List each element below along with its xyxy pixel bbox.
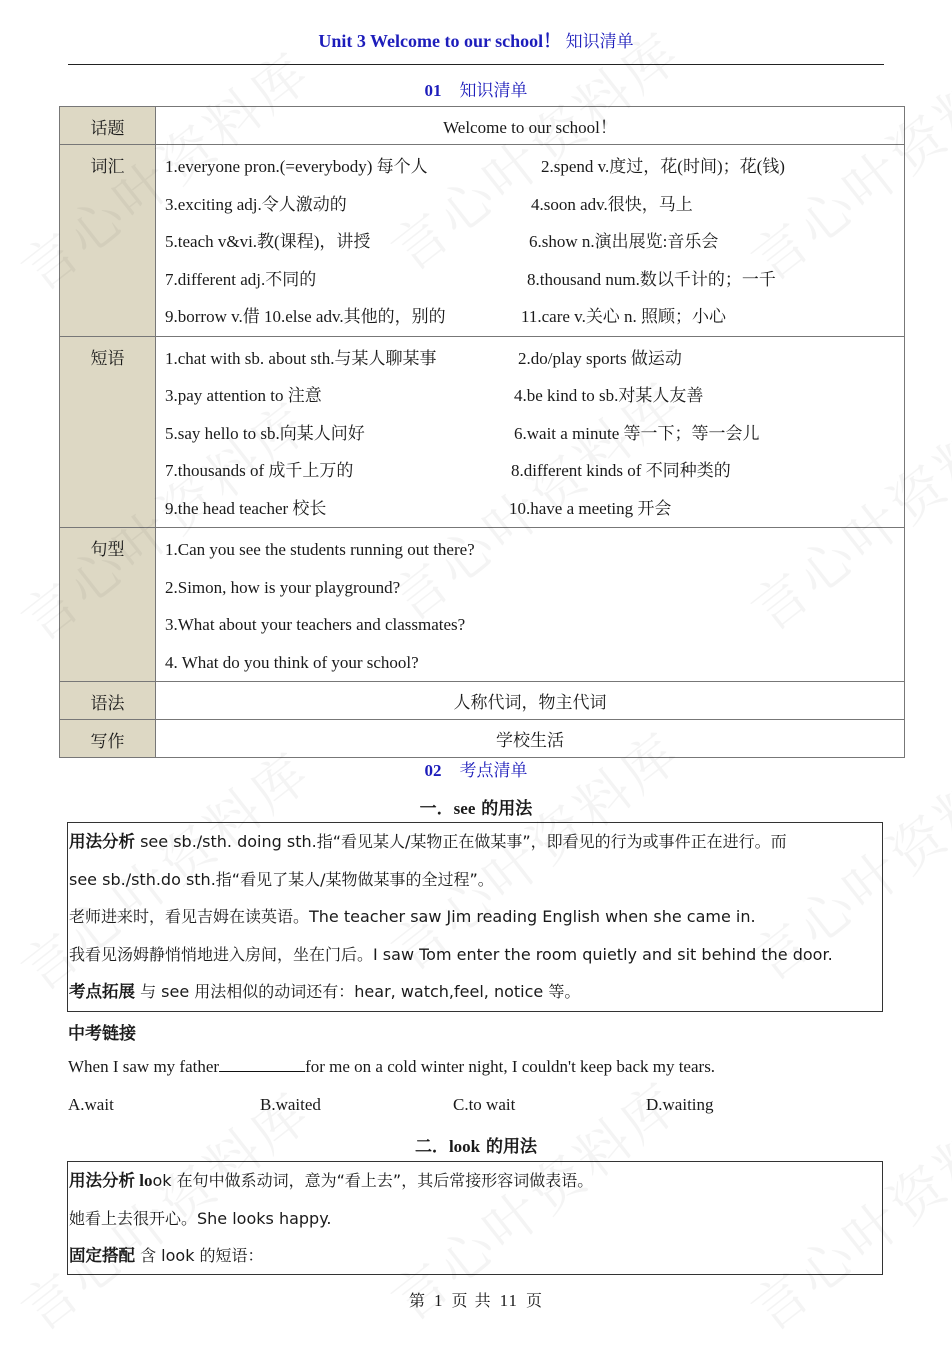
option-d: D.waiting	[646, 1095, 714, 1114]
vocab-item: 1.everyone pron.(=everybody) 每个人	[165, 157, 428, 176]
analysis-continuation: see sb./sth.do sth.指“看见了某人/某物做某事的全过程”。	[69, 869, 494, 889]
row-label: 词汇	[60, 145, 156, 337]
sentences-cell	[156, 528, 905, 682]
heading-word: see	[453, 799, 476, 818]
answer-blank	[219, 1057, 305, 1072]
total-pages: 11	[499, 1291, 518, 1310]
grammar-value: 人称代词，物主代词	[156, 682, 905, 720]
phrase-item: 7.thousands of 成千上万的	[165, 461, 354, 480]
document-title	[0, 27, 952, 53]
title-cn: 知识清单	[565, 32, 634, 52]
row-label: 语法	[60, 682, 156, 720]
phrase-item: 6.wait a minute 等一下；等一会儿	[514, 423, 760, 443]
option-a: A.wait	[68, 1095, 114, 1114]
vocab-item: 8.thousand num.数以千计的；一千	[527, 269, 776, 289]
sentence-item: 3.What about your teachers and classmates?	[165, 615, 466, 634]
row-label: 写作	[60, 720, 156, 758]
section-heading-knowledge	[0, 76, 952, 101]
phrase-line	[165, 452, 904, 490]
section-heading-exam-points	[0, 756, 952, 781]
section-number: 02	[424, 761, 442, 780]
analysis-line	[68, 1162, 882, 1200]
vocab-item: 6.show n.演出展览:音乐会	[529, 232, 719, 251]
table-row-grammar	[60, 682, 905, 720]
heading-prefix: 一．	[419, 799, 454, 819]
heading-word: look	[448, 1137, 481, 1156]
vocab-item: 11.care v.关心 n. 照顾；小心	[521, 307, 727, 326]
analysis-label: 用法分析	[69, 832, 135, 851]
table-row-writing	[60, 720, 905, 758]
example-sentence: 老师进来时，看见吉姆在读英语。The teacher saw Jim reading English when she came in.	[69, 907, 756, 926]
phrase-item: 8.different kinds of 不同种类的	[511, 461, 731, 480]
analysis-line	[68, 823, 882, 861]
vocab-line	[165, 261, 904, 299]
vocab-item: 4.soon adv.很快，马上	[531, 194, 693, 214]
heading-suffix: 的用法	[480, 1137, 538, 1157]
look-usage-heading	[0, 1132, 952, 1157]
title-en: Unit 3 Welcome to our school！	[318, 31, 562, 51]
table-row-phrases	[60, 336, 905, 528]
phrase-item: 1.chat with sb. about sth.与某人聊某事	[165, 348, 437, 368]
phrase-line	[165, 377, 904, 415]
title-divider	[68, 64, 884, 65]
phrase-item: 5.say hello to sb.向某人问好	[165, 423, 365, 443]
question-text: for me on a cold winter night, I couldn't keep back my tears.	[305, 1057, 716, 1076]
page-number: 1	[434, 1291, 444, 1310]
vocab-item: 7.different adj.不同的	[165, 269, 317, 289]
sentence-item: 4. What do you think of your school?	[165, 652, 419, 672]
phrase-item: 9.the head teacher 校长	[165, 498, 327, 518]
extension-line	[68, 973, 882, 1011]
vocab-item: 9.borrow v.借 10.else adv.其他的，别的	[165, 307, 446, 326]
section-label: 知识清单	[459, 81, 528, 101]
collocation-line	[68, 1237, 882, 1275]
writing-value: 学校生活	[156, 720, 905, 758]
page-footer	[0, 1288, 952, 1311]
heading-prefix: 二．	[414, 1137, 449, 1157]
topic-value: Welcome to our school！	[156, 107, 905, 145]
analysis-label: 用法分析	[69, 1171, 135, 1190]
phrases-cell	[156, 336, 905, 528]
phrase-item: 3.pay attention to 注意	[165, 386, 322, 405]
phrase-item: 10.have a meeting 开会	[509, 498, 672, 518]
example-sentence: 她看上去很开心。She looks happy.	[69, 1208, 332, 1228]
row-label: 话题	[60, 107, 156, 145]
see-usage-heading	[0, 794, 952, 819]
sentence-item: 1.Can you see the students running out there?	[165, 540, 475, 559]
option-c: C.to wait	[453, 1095, 516, 1114]
vocab-item: 5.teach v&vi.教(课程)，讲授	[165, 232, 371, 251]
see-usage-box	[67, 822, 883, 1012]
analysis-text: see sb./sth. doing sth.指“看见某人/某物正在做某事”，即看见的行为或事件正在进行。而	[135, 832, 787, 851]
exam-link-label: 中考链接	[68, 1024, 136, 1044]
analysis-text: ok 在句中做系动词，意为“看上去”，其后常接形容词做表语。	[152, 1171, 594, 1190]
section-number: 01	[424, 81, 442, 100]
option-b: B.waited	[260, 1095, 321, 1114]
row-label: 句型	[60, 528, 156, 682]
vocab-item: 3.exciting adj.令人激动的	[165, 194, 347, 214]
example-sentence: 我看见汤姆静悄悄地进入房间，坐在门后。I saw Tom enter the room quietly and sit behind the door.	[69, 944, 833, 964]
exam-question	[68, 1057, 715, 1077]
table-row-vocab	[60, 145, 905, 337]
footer-text: 页	[525, 1291, 543, 1310]
knowledge-table	[59, 106, 905, 758]
extension-text: 与 see 用法相似的动词还有：hear, watch,feel, notice 等。	[135, 982, 581, 1001]
footer-text: 第	[409, 1291, 427, 1310]
table-row-sentences	[60, 528, 905, 682]
extension-label: 考点拓展	[69, 982, 135, 1001]
vocab-cell	[156, 145, 905, 337]
phrase-line	[165, 490, 904, 528]
question-text: When I saw my father	[68, 1057, 220, 1076]
vocab-line	[165, 186, 904, 224]
vocab-line	[165, 148, 904, 186]
phrase-item: 4.be kind to sb.对某人友善	[514, 386, 704, 405]
row-label: 短语	[60, 336, 156, 528]
collocation-label: 固定搭配	[69, 1246, 135, 1265]
heading-suffix: 的用法	[475, 799, 533, 819]
phrase-line	[165, 340, 904, 378]
phrase-line	[165, 415, 904, 453]
phrase-item: 2.do/play sports 做运动	[518, 348, 682, 368]
analysis-bold: lo	[135, 1171, 153, 1190]
section-label: 考点清单	[459, 761, 528, 781]
table-row-topic	[60, 107, 905, 145]
collocation-text: 含 look 的短语：	[135, 1246, 264, 1265]
look-usage-box	[67, 1161, 883, 1275]
sentence-item: 2.Simon, how is your playground?	[165, 577, 401, 597]
vocab-line	[165, 223, 904, 261]
vocab-item: 2.spend v.度过，花(时间)；花(钱)	[541, 157, 785, 176]
vocab-line	[165, 298, 904, 336]
footer-text: 页 共	[451, 1291, 492, 1310]
